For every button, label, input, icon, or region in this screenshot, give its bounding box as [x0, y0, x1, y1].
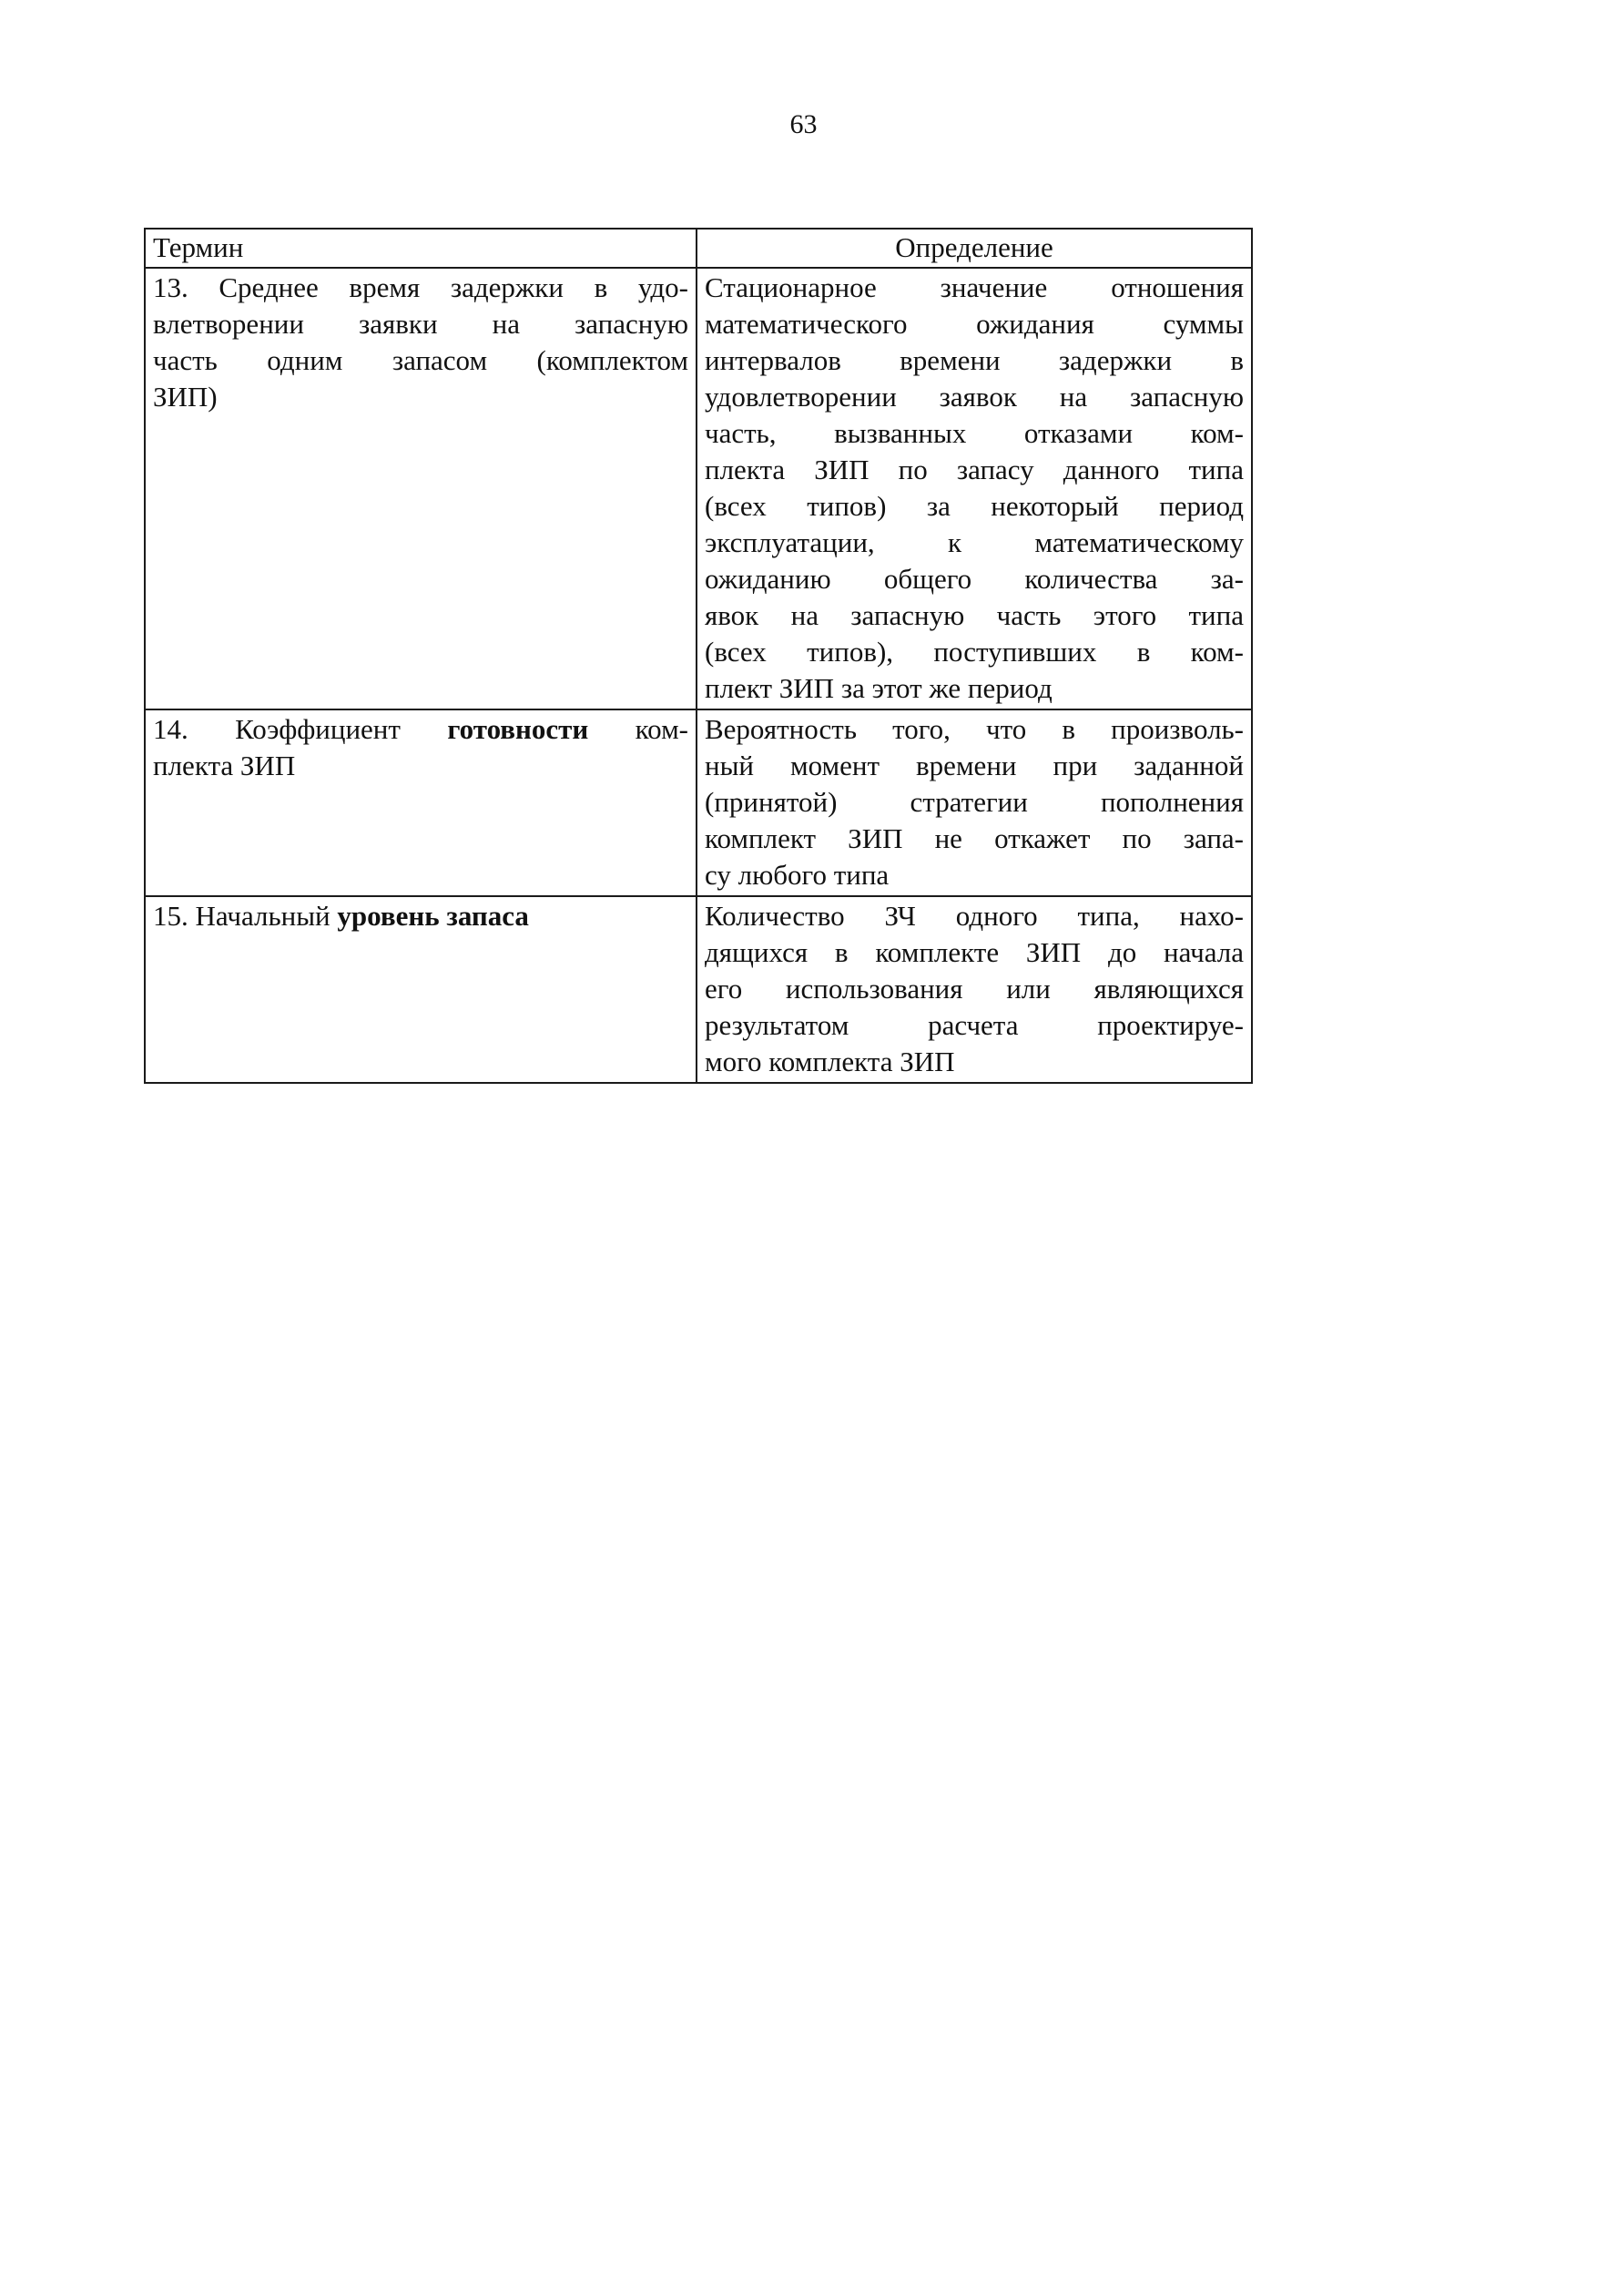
term-line — [153, 711, 688, 748]
term-text: ком- — [588, 713, 689, 745]
term-line: ЗИП) — [153, 381, 218, 413]
term-keyword: уровень запаса — [337, 900, 529, 932]
term-line: плекта ЗИП — [153, 750, 296, 781]
definition-line: эксплуатации, к математическому — [705, 526, 1244, 558]
definition-line: дящихся в комплекте ЗИП до начала — [705, 936, 1244, 968]
table-header-row — [145, 229, 1252, 268]
term-text: 15. Начальный — [153, 900, 338, 932]
definition-line: Стационарное значение отношения — [705, 271, 1244, 303]
definition-line: Вероятность того, что в произволь- — [705, 713, 1244, 745]
definition-line: его использования или являющихся — [705, 973, 1244, 1005]
term-cell — [145, 268, 697, 709]
definition-line: удовлетворении заявок на запасную — [705, 381, 1244, 413]
definition-cell — [697, 709, 1252, 896]
terms-table — [144, 228, 1253, 1084]
term-text: 14. Коэффициент — [153, 713, 448, 745]
term-keyword: готовности — [447, 713, 589, 745]
definition-line: (принятой) стратегии пополнения — [705, 786, 1244, 818]
definition-line: су любого типа — [705, 859, 890, 891]
definition-line: плекта ЗИП по запасу данного типа — [705, 454, 1244, 485]
definition-line: мого комплекта ЗИП — [705, 1046, 955, 1077]
page-number: 63 — [789, 109, 818, 139]
definition-line: математического ожидания суммы — [705, 308, 1244, 340]
term-line: часть одним запасом (комплектом — [153, 344, 688, 376]
definition-line: (всех типов) за некоторый период — [705, 490, 1244, 522]
definition-line: результатом расчета проектируе- — [705, 1009, 1244, 1041]
definition-line: Количество ЗЧ одного типа, нахо- — [705, 900, 1244, 932]
definition-line: комплект ЗИП не откажет по запа- — [705, 822, 1244, 854]
definition-line: плект ЗИП за этот же период — [705, 672, 1053, 704]
definition-line: ожиданию общего количества за- — [705, 563, 1244, 595]
definition-cell — [697, 268, 1252, 709]
definition-line: часть, вызванных отказами ком- — [705, 417, 1244, 449]
definition-line: явок на запасную часть этого типа — [705, 599, 1244, 631]
term-line: влетворении заявки на запасную — [153, 308, 688, 340]
header-term: Термин — [145, 229, 697, 268]
term-line — [153, 898, 688, 934]
definition-line: ный момент времени при заданной — [705, 750, 1244, 781]
definition-cell — [697, 896, 1252, 1083]
term-line: 13. Среднее время задержки в удо- — [153, 271, 688, 303]
definition-line: (всех типов), поступивших в ком- — [705, 636, 1244, 668]
table-row — [145, 896, 1252, 1083]
term-cell — [145, 896, 697, 1083]
table-row — [145, 709, 1252, 896]
definition-line: интервалов времени задержки в — [705, 344, 1244, 376]
header-definition: Определение — [697, 229, 1252, 268]
table-row — [145, 268, 1252, 709]
term-cell — [145, 709, 697, 896]
